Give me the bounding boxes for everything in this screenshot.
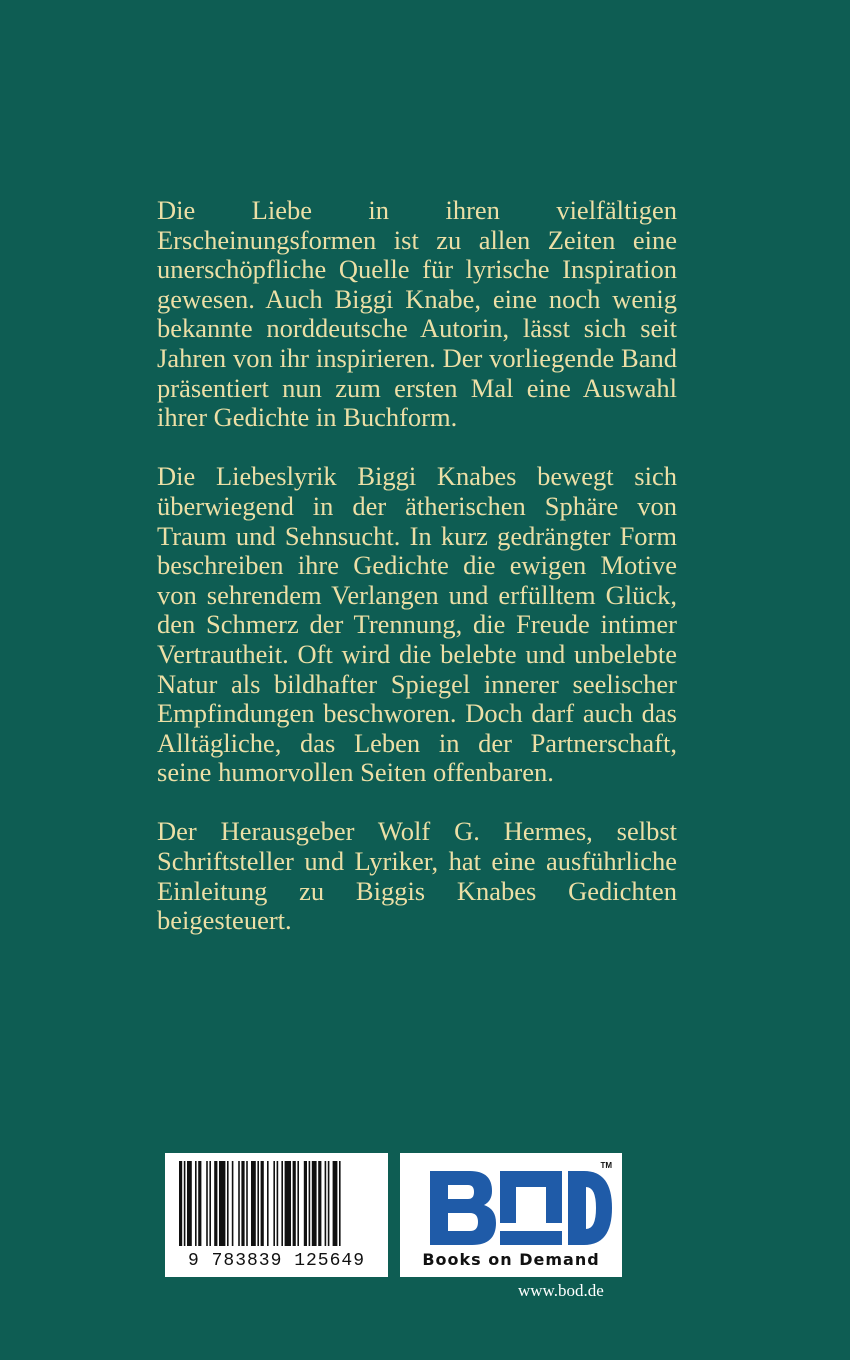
- barcode-bar: [251, 1161, 256, 1246]
- barcode-bar: [339, 1161, 341, 1246]
- barcode-bar: [195, 1161, 197, 1246]
- back-cover-blurb: [157, 196, 677, 965]
- barcode-bar: [257, 1161, 259, 1246]
- blurb-paragraph-3: Der Herausgeber Wolf G. Hermes, selbst Schriftsteller und Lyriker, hat eine ausführliche Einleitung zu Biggis Knabes Gedichten beigesteuert.: [157, 816, 677, 936]
- barcode-bar: [206, 1161, 208, 1246]
- barcode-bar: [261, 1161, 264, 1246]
- bod-logo: [400, 1153, 622, 1277]
- barcode-bar: [184, 1161, 186, 1246]
- barcode-bar: [209, 1161, 211, 1246]
- barcode-bar: [198, 1161, 201, 1246]
- barcode-bar: [333, 1161, 338, 1246]
- publisher-website: www.bod.de: [518, 1281, 604, 1300]
- barcode-bar: [214, 1161, 217, 1246]
- barcode-bar: [179, 1161, 182, 1246]
- barcode-bar: [309, 1161, 311, 1246]
- trademark-mark: TM: [600, 1161, 612, 1170]
- barcode-bar: [241, 1161, 244, 1246]
- barcode-bar: [246, 1161, 248, 1246]
- isbn-barcode: [165, 1153, 388, 1277]
- bod-letters-icon: [400, 1153, 622, 1253]
- barcode-bar: [293, 1161, 296, 1246]
- barcode-bar: [277, 1161, 279, 1246]
- barcode-bar: [312, 1161, 317, 1246]
- barcode-bar: [318, 1161, 321, 1246]
- barcode-bar: [304, 1161, 307, 1246]
- barcode-bar: [297, 1161, 299, 1246]
- barcode-bar: [281, 1161, 283, 1246]
- barcode-bar: [325, 1161, 327, 1246]
- barcode-bar: [232, 1161, 234, 1246]
- barcode-bar: [238, 1161, 240, 1246]
- barcode-bar: [227, 1161, 229, 1246]
- barcode-bar: [273, 1161, 275, 1246]
- blurb-paragraph-2: Die Liebeslyrik Biggi Knabes bewegt sich überwiegend in der ätherischen Sphäre von Traum und Sehnsucht. In kurz gedrängter Form beschreiben ihre Gedichte die ewigen Motive von sehrendem Verlangen und erfülltem Glück, den Schmerz der Trennung, die Freude intimer Vertrautheit. Oft wird die belebte und unbelebte Natur als bildhafter Spiegel innerer seelischer Empfindungen beschworen. Doch darf auch das Alltägliche, das Leben in der Partnerschaft, seine humorvollen Seiten offenbaren.: [157, 461, 677, 788]
- isbn-digits: 9 783839 125649: [187, 1251, 366, 1271]
- barcode-bars: [167, 1155, 386, 1250]
- barcode-bar: [187, 1161, 192, 1246]
- bod-logo-text: Books on Demand: [422, 1250, 600, 1269]
- barcode-bar: [267, 1161, 269, 1246]
- barcode-bar: [219, 1161, 225, 1246]
- blurb-paragraph-1: Die Liebe in ihren vielfältigen Erscheinungsformen ist zu allen Zeiten eine unerschöpfliche Quelle für lyrische Inspiration gewesen. Auch Biggi Knabe, eine noch wenig bekannte norddeutsche Autorin, lässt sich seit Jahren von ihr inspirieren. Der vorliegende Band präsentiert nun zum ersten Mal eine Auswahl ihrer Gedichte in Buchform.: [157, 195, 677, 433]
- barcode-bar: [285, 1161, 291, 1246]
- barcode-bar: [328, 1161, 330, 1246]
